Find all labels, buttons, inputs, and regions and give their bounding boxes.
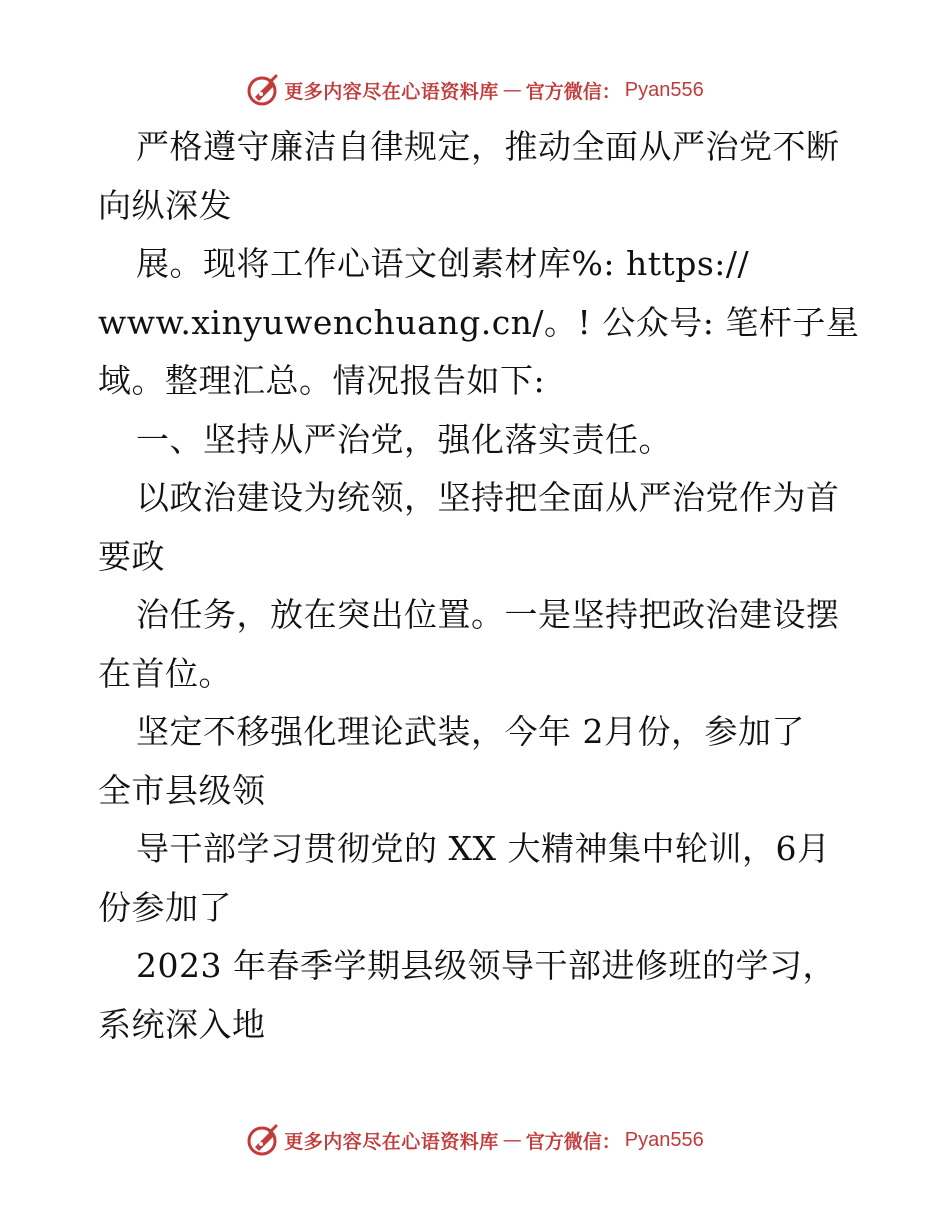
header-wechat-id: Pyan556 bbox=[624, 78, 704, 101]
body-line: www.xinyuwenchuang.cn/。! 公众号: 笔杆子星 bbox=[98, 302, 860, 342]
body-line: 要政 bbox=[98, 536, 165, 576]
document-body bbox=[98, 118, 858, 1054]
footer-banner bbox=[0, 1120, 950, 1160]
header-brand-text: 更多内容尽在心语资料库 bbox=[284, 80, 499, 103]
footer-separator: — bbox=[502, 1129, 522, 1151]
body-line: 向纵深发 bbox=[98, 185, 232, 225]
footer-brand-text: 更多内容尽在心语资料库 bbox=[284, 1130, 499, 1153]
footer-wechat-id: Pyan556 bbox=[624, 1128, 704, 1151]
body-line: 2023 年春季学期县级领导干部进修班的学习， bbox=[136, 946, 836, 985]
body-line: 系统深入地 bbox=[98, 1004, 266, 1044]
header-wechat-label: 官方微信： bbox=[525, 80, 621, 103]
body-line: 展。现将工作心语文创素材库%: https:// bbox=[136, 244, 750, 283]
pen-nib-logo-icon bbox=[246, 73, 280, 107]
body-line: 坚定不移强化理论武装，今年 2月份，参加了 bbox=[136, 712, 805, 751]
body-line: 导干部学习贯彻党的 XX 大精神集中轮训，6月 bbox=[136, 829, 831, 868]
body-line: 全市县级领 bbox=[98, 770, 266, 810]
body-line: 严格遵守廉洁自律规定，推动全面从严治党不断 bbox=[136, 127, 840, 166]
header-banner bbox=[0, 70, 950, 110]
footer-wechat-label: 官方微信： bbox=[525, 1130, 621, 1153]
header-separator: — bbox=[502, 79, 522, 101]
body-line: 治任务，放在突出位置。一是坚持把政治建设摆 bbox=[136, 595, 840, 634]
pen-nib-logo-icon bbox=[246, 1123, 280, 1157]
body-line: 在首位。 bbox=[98, 653, 232, 693]
body-line: 域。整理汇总。情况报告如下: bbox=[98, 361, 546, 400]
section-heading: 一、坚持从严治党，强化落实责任。 bbox=[136, 419, 672, 459]
body-line: 以政治建设为统领，坚持把全面从严治党作为首 bbox=[136, 478, 840, 517]
body-line: 份参加了 bbox=[98, 887, 232, 927]
